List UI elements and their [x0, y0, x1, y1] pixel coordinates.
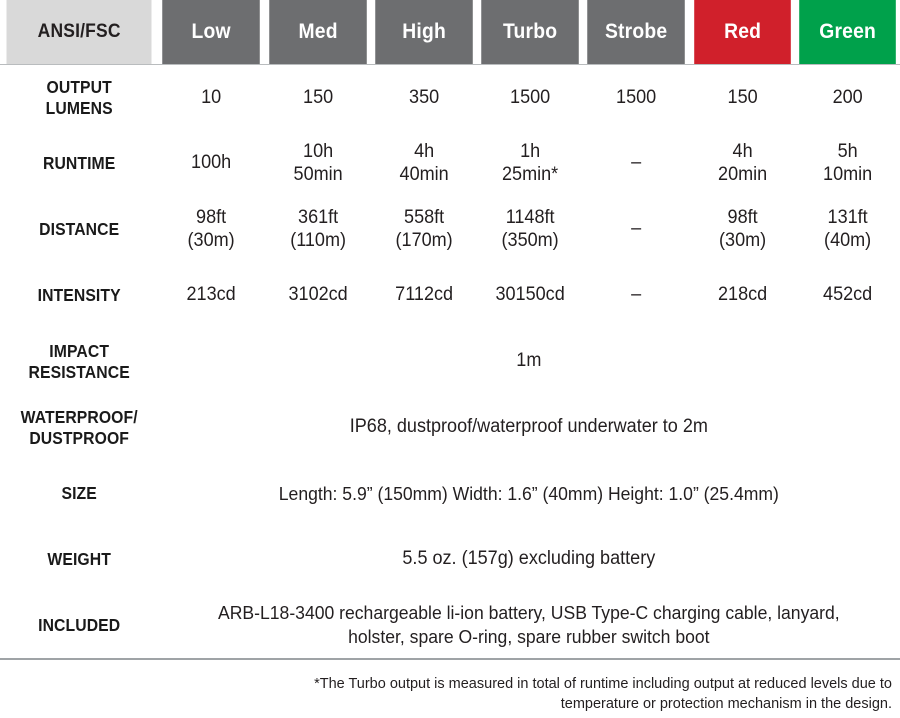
table-row-distance	[0, 197, 900, 263]
cell-distance-med	[267, 197, 368, 263]
cell-runtime-turbo	[480, 131, 581, 197]
row-label-size: SIZE	[61, 483, 97, 504]
cell-line: 50min	[293, 163, 343, 185]
table-row-runtime	[0, 131, 900, 197]
cell-line: 361ft	[297, 207, 338, 229]
cell-runtime-green	[797, 131, 897, 197]
header-ansi-fsc: ANSI/FSC	[6, 0, 152, 65]
cell-runtime-high	[373, 131, 474, 197]
cell-weight-value: 5.5 oz. (157g) excluding battery	[402, 548, 656, 570]
row-label-weight: WEIGHT	[47, 549, 111, 570]
cell-distance-high	[373, 197, 474, 263]
cell-line: 558ft	[403, 207, 445, 229]
row-label-line: IMPACT	[49, 341, 110, 362]
cell-line: 40min	[399, 163, 449, 185]
header-mode-med: Med	[269, 0, 367, 65]
cell-intensity-med: 3102cd	[288, 284, 348, 306]
cell-line: 131ft	[827, 207, 868, 229]
cell-line: (40m)	[823, 229, 871, 251]
footnote-line-1: *The Turbo output is measured in total of runtime including output at reduced levels due to	[314, 675, 892, 692]
table-row-waterproof-dustproof	[0, 395, 900, 461]
table-row-size	[0, 461, 900, 527]
cell-line: (30m)	[718, 229, 766, 251]
row-label-intensity: INTENSITY	[37, 285, 121, 306]
table-header	[0, 0, 900, 65]
cell-intensity-turbo: 30150cd	[495, 284, 565, 306]
cell-runtime-low	[161, 131, 262, 197]
cell-intensity-strobe: –	[631, 284, 642, 306]
cell-line: ARB-L18-3400 rechargeable li-ion battery, USB Type-C charging cable, lanyard,	[218, 601, 840, 623]
row-label-line: WATERPROOF/	[20, 407, 138, 428]
cell-intensity-red: 218cd	[717, 284, 767, 306]
cell-line: 10min	[822, 163, 872, 185]
table-row-output-lumens	[0, 65, 900, 131]
row-label-line: LUMENS	[45, 97, 113, 118]
row-label-line: RESISTANCE	[28, 361, 130, 382]
cell-line: (350m)	[501, 229, 559, 251]
cell-output-lumens-high: 350	[373, 65, 474, 131]
cell-line: (30m)	[187, 229, 236, 251]
footnote	[0, 660, 900, 714]
header-mode-strobe: Strobe	[588, 0, 686, 65]
cell-line: 4h	[732, 141, 753, 163]
cell-size-value: Length: 5.9” (150mm) Width: 1.6” (40mm) Height: 1.0” (25.4mm)	[279, 482, 780, 504]
cell-output-lumens-green: 200	[797, 65, 897, 131]
table-row-weight	[0, 527, 900, 593]
cell-line: 98ft	[196, 207, 227, 229]
cell-distance-green	[797, 197, 897, 263]
table-row-impact-resistance	[0, 329, 900, 395]
cell-intensity-high: 7112cd	[394, 284, 453, 306]
cell-intensity-green: 452cd	[822, 284, 872, 306]
cell-line: 98ft	[727, 207, 758, 229]
cell-runtime-red	[692, 131, 792, 197]
table-row-included	[0, 593, 900, 659]
cell-impact-resistance-value: 1m	[516, 350, 542, 372]
cell-runtime-strobe: –	[631, 152, 642, 174]
cell-line: 1h	[520, 141, 541, 163]
cell-output-lumens-turbo: 1500	[480, 65, 581, 131]
cell-output-lumens-low: 10	[161, 65, 262, 131]
cell-line: 100h	[191, 152, 232, 174]
cell-line: 4h	[413, 141, 434, 163]
row-label-impact-resistance	[8, 329, 151, 395]
cell-line: 1148ft	[505, 207, 555, 229]
cell-line: 10h	[302, 141, 333, 163]
row-label-distance: DISTANCE	[39, 219, 120, 240]
cell-line: holster, spare O-ring, spare rubber switch boot	[348, 626, 710, 647]
cell-line: 25min*	[502, 163, 559, 185]
cell-line: (170m)	[395, 229, 453, 251]
cell-line: 20min	[717, 163, 767, 185]
header-mode-red: Red	[694, 0, 791, 65]
table-body	[0, 65, 900, 659]
cell-included-value	[177, 593, 882, 659]
row-label-line: OUTPUT	[46, 77, 112, 98]
cell-distance-strobe: –	[631, 218, 642, 240]
cell-intensity-low: 213cd	[186, 284, 237, 306]
header-mode-low: Low	[163, 0, 261, 65]
row-label-runtime: RUNTIME	[42, 153, 116, 174]
cell-output-lumens-red: 150	[692, 65, 792, 131]
cell-distance-low	[161, 197, 262, 263]
row-label-output-lumens	[8, 65, 151, 131]
cell-output-lumens-strobe: 1500	[586, 65, 687, 131]
table-row-intensity	[0, 263, 900, 329]
header-mode-high: High	[375, 0, 473, 65]
row-label-line: DUSTPROOF	[29, 427, 130, 448]
row-label-included: INCLUDED	[8, 593, 151, 659]
cell-line: 5h	[837, 141, 858, 163]
cell-line: (110m)	[289, 229, 346, 251]
row-label-waterproof-dustproof	[8, 395, 151, 461]
cell-waterproof-dustproof-value: IP68, dustproof/waterproof underwater to 2m	[350, 416, 709, 438]
header-mode-turbo: Turbo	[481, 0, 579, 65]
header-mode-green: Green	[799, 0, 896, 65]
header-row	[0, 0, 900, 65]
cell-distance-red	[692, 197, 792, 263]
cell-distance-turbo	[480, 197, 581, 263]
footnote-line-2: temperature or protection mechanism in the design.	[560, 695, 892, 712]
cell-runtime-med	[267, 131, 368, 197]
cell-output-lumens-med: 150	[267, 65, 368, 131]
